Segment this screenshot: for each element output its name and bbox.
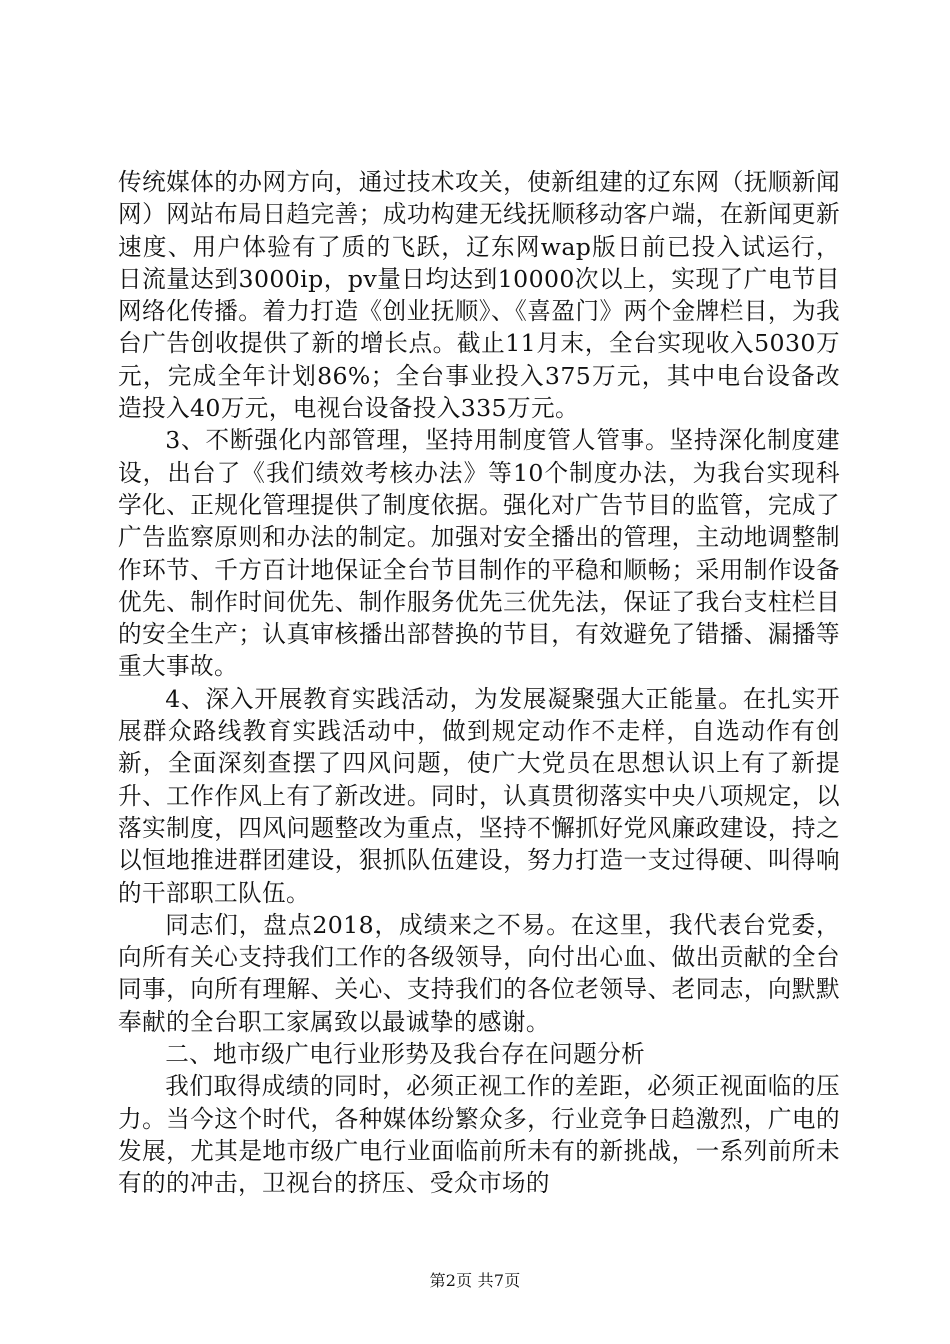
paragraph-education-practice: 4、深入开展教育实践活动，为发展凝聚强大正能量。在扎实开展群众路线教育实践活动中，做到规定动作不走样，自选动作有创新，全面深刻查摆了四风问题，使广大党员在思想认识上有了新提升、工作作风上有了新改进。同时，认真贯彻落实中央八项规定，以落实制度，四风问题整改为重点，坚持不懈抓好党风廉政建设，持之以恒地推进群团建设，狠抓队伍建设，努力打造一支过得硬、叫得响的干部职工队伍。 [118,684,840,907]
paragraph-internal-management: 3、不断强化内部管理，坚持用制度管人管事。坚持深化制度建设，出台了《我们绩效考核办法》等10个制度办法，为我台实现科学化、正规化管理提供了制度依据。强化对广告节目的监管，完成了广告监察原则和办法的制定。加强对安全播出的管理，主动地调整制作环节、千方百计地保证全台节目制作的平稳和顺畅；采用制作设备优先、制作时间优先、制作服务优先三优先法，保证了我台支柱栏目的安全生产；认真审核播出部替换的节目，有效避免了错播、漏播等重大事故。 [118,426,840,681]
paragraph-challenges: 我们取得成绩的同时，必须正视工作的差距，必须正视面临的压力。当今这个时代，各种媒体纷繁众多，行业竞争日趋激烈，广电的发展，尤其是地市级广电行业面临前所未有的新挑战，一系列前所未有的的冲击，卫视台的挤压、受众市场的 [118,1072,840,1198]
document-body [118,166,840,1200]
paragraph-continuation: 传统媒体的办网方向，通过技术攻关，使新组建的辽东网（抚顺新闻网）网站布局日趋完善；成功构建无线抚顺移动客户端，在新闻更新速度、用户体验有了质的飞跃，辽东网wap版日前已投入试运行，日流量达到3000ip，pv量日均达到10000次以上，实现了广电节目网络化传播。着力打造《创业抚顺》、《喜盈门》两个金牌栏目，为我台广告创收提供了新的增长点。截止11月末，全台实现收入5030万元，完成全年计划86%；全台事业投入375万元，其中电台设备改造投入40万元，电视台设备投入335万元。 [118,168,840,423]
page-footer: 第2页 共7页 [429,1271,521,1290]
paragraph-thanks: 同志们，盘点2018，成绩来之不易。在这里，我代表台党委，向所有关心支持我们工作的各级领导，向付出心血、做出贡献的全台同事，向所有理解、关心、支持我们的各位老领导、老同志，向默默奉献的全台职工家属致以最诚挚的感谢。 [118,910,840,1036]
section-heading: 二、地市级广电行业形势及我台存在问题分析 [165,1040,646,1069]
